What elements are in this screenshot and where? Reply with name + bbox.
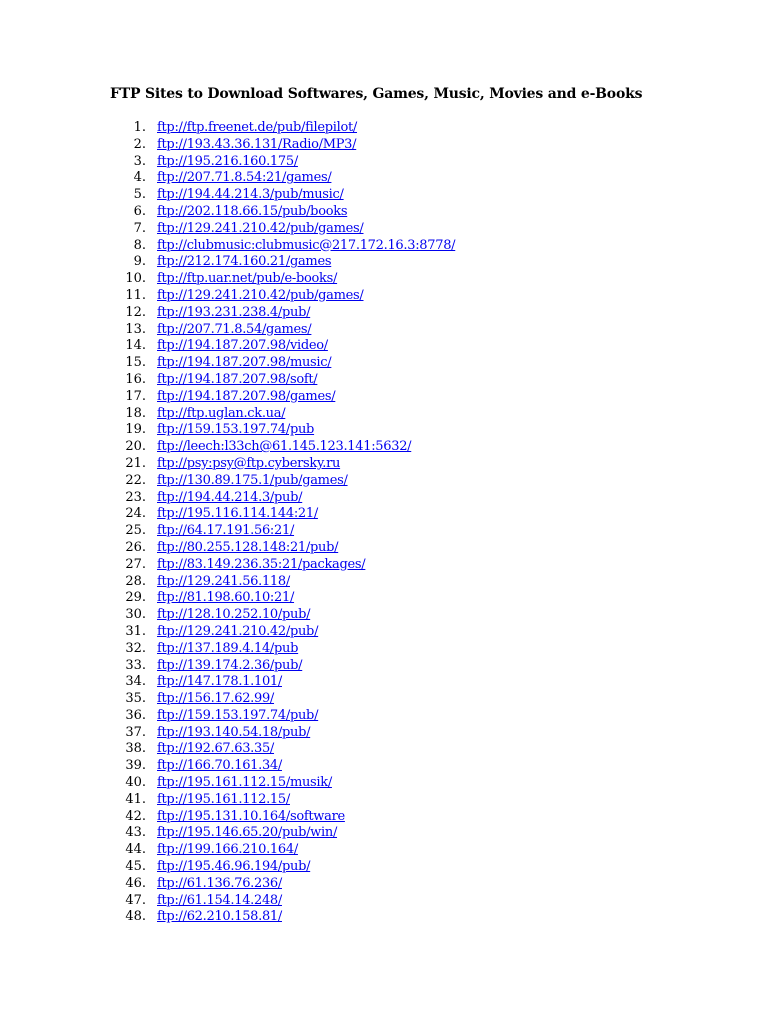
- ftp-link[interactable]: ftp://61.154.14.248/: [157, 892, 282, 908]
- list-item-number: 18.: [125, 405, 146, 421]
- list-item-number: 36.: [125, 707, 146, 723]
- list-item-number: 45.: [125, 859, 146, 875]
- list-item-number: 30.: [125, 607, 146, 623]
- list-item-number: 40.: [125, 775, 146, 791]
- list-item-number: 42.: [125, 808, 146, 824]
- ftp-link[interactable]: ftp://clubmusic:clubmusic@217.172.16.3:8778/: [157, 237, 456, 253]
- list-item-number: 11.: [125, 287, 146, 303]
- ftp-link[interactable]: ftp://207.71.8.54:21/games/: [157, 170, 332, 186]
- list-item-number: 8.: [133, 237, 146, 253]
- list-item-number: 19.: [125, 422, 146, 438]
- ftp-link[interactable]: ftp://202.118.66.15/pub/books: [157, 203, 348, 219]
- ftp-link[interactable]: ftp://psy:psy@ftp.cybersky.ru: [157, 455, 341, 471]
- ftp-link[interactable]: ftp://194.44.214.3/pub/music/: [157, 187, 344, 203]
- list-item-number: 37.: [125, 724, 146, 740]
- ftp-link[interactable]: ftp://195.116.114.144:21/: [157, 506, 318, 522]
- list-item-number: 25.: [125, 523, 146, 539]
- ftp-link[interactable]: ftp://129.241.210.42/pub/games/: [157, 287, 364, 303]
- list-item-number: 43.: [125, 825, 146, 841]
- ftp-link[interactable]: ftp://193.140.54.18/pub/: [157, 724, 311, 740]
- ftp-link[interactable]: ftp://193.231.238.4/pub/: [157, 304, 311, 320]
- ftp-link[interactable]: ftp://207.71.8.54/games/: [157, 321, 312, 337]
- list-item-number: 7.: [133, 220, 146, 236]
- ftp-link[interactable]: ftp://212.174.160.21/games: [157, 254, 332, 270]
- ftp-link[interactable]: ftp://194.187.207.98/music/: [157, 355, 332, 371]
- ftp-link[interactable]: ftp://192.67.63.35/: [157, 741, 275, 757]
- list-item-number: 35.: [125, 691, 146, 707]
- list-item-number: 1.: [133, 120, 146, 135]
- list-item-number: 10.: [125, 271, 146, 287]
- list-item-number: 3.: [133, 153, 146, 169]
- list-item-number: 44.: [125, 842, 146, 858]
- ftp-link[interactable]: ftp://80.255.128.148:21/pub/: [157, 539, 339, 555]
- list-item-number: 48.: [125, 909, 146, 925]
- ftp-link[interactable]: ftp://195.216.160.175/: [157, 153, 298, 169]
- ftp-link[interactable]: ftp://195.131.10.164/software: [157, 808, 345, 824]
- ftp-link[interactable]: ftp://128.10.252.10/pub/: [157, 607, 311, 623]
- ftp-link[interactable]: ftp://194.187.207.98/games/: [157, 388, 336, 404]
- ftp-link[interactable]: ftp://195.161.112.15/musik/: [157, 775, 332, 791]
- list-item-number: 12.: [125, 304, 146, 320]
- ftp-link[interactable]: ftp://leech:l33ch@61.145.123.141:5632/: [157, 439, 412, 455]
- list-item-number: 16.: [125, 371, 146, 387]
- ftp-link[interactable]: ftp://129.241.210.42/pub/games/: [157, 220, 364, 236]
- list-item-number: 33.: [125, 657, 146, 673]
- ftp-link[interactable]: ftp://159.153.197.74/pub: [157, 422, 315, 438]
- ftp-link[interactable]: ftp://129.241.56.118/: [157, 573, 290, 589]
- list-item-number: 41.: [125, 791, 146, 807]
- list-item-number: 28.: [125, 573, 146, 589]
- ftp-link[interactable]: ftp://195.46.96.194/pub/: [157, 859, 311, 875]
- ftp-link[interactable]: ftp://61.136.76.236/: [157, 875, 282, 891]
- ftp-link[interactable]: ftp://199.166.210.164/: [157, 842, 298, 858]
- list-item-number: 17.: [125, 388, 146, 404]
- list-item-number: 38.: [125, 741, 146, 757]
- ftp-link[interactable]: ftp://81.198.60.10:21/: [157, 590, 295, 606]
- list-item-number: 23.: [125, 489, 146, 505]
- list-item-number: 32.: [125, 640, 146, 656]
- list-item-number: 6.: [133, 203, 146, 219]
- ftp-link[interactable]: ftp://147.178.1.101/: [157, 674, 282, 690]
- ftp-link[interactable]: ftp://129.241.210.42/pub/: [157, 623, 319, 639]
- list-item-number: 26.: [125, 539, 146, 555]
- ftp-link[interactable]: ftp://139.174.2.36/pub/: [157, 657, 303, 673]
- ftp-link[interactable]: ftp://ftp.freenet.de/pub/filepilot/: [157, 120, 358, 135]
- ftp-link[interactable]: ftp://193.43.36.131/Radio/MP3/: [157, 136, 357, 152]
- ftp-link[interactable]: ftp://137.189.4.14/pub: [157, 640, 299, 656]
- ftp-link[interactable]: ftp://195.146.65.20/pub/win/: [157, 825, 338, 841]
- list-item-number: 15.: [125, 355, 146, 371]
- list-item-number: 22.: [125, 472, 146, 488]
- document-title: FTP Sites to Download Softwares, Games, Music, Movies and e-Books: [110, 86, 643, 102]
- ftp-link[interactable]: ftp://130.89.175.1/pub/games/: [157, 472, 348, 488]
- ftp-link[interactable]: ftp://159.153.197.74/pub/: [157, 707, 319, 723]
- list-item-number: 4.: [133, 170, 146, 186]
- list-item-number: 20.: [125, 439, 146, 455]
- list-item-number: 47.: [125, 892, 146, 908]
- ftp-link[interactable]: ftp://156.17.62.99/: [157, 691, 275, 707]
- ftp-link[interactable]: ftp://194.187.207.98/video/: [157, 338, 328, 354]
- list-item-number: 14.: [125, 338, 146, 354]
- ftp-link[interactable]: ftp://194.187.207.98/soft/: [157, 371, 318, 387]
- list-item-number: 24.: [125, 506, 146, 522]
- ftp-link[interactable]: ftp://83.149.236.35:21/packages/: [157, 556, 366, 572]
- list-item-number: 9.: [133, 254, 146, 270]
- list-item-number: 46.: [125, 875, 146, 891]
- ftp-link[interactable]: ftp://64.17.191.56:21/: [157, 523, 295, 539]
- list-item-number: 13.: [125, 321, 146, 337]
- list-item-number: 31.: [125, 623, 146, 639]
- list-item-number: 29.: [125, 590, 146, 606]
- ftp-link[interactable]: ftp://194.44.214.3/pub/: [157, 489, 303, 505]
- ftp-link[interactable]: ftp://62.210.158.81/: [157, 909, 282, 925]
- ftp-link[interactable]: ftp://ftp.uar.net/pub/e-books/: [157, 271, 338, 287]
- ftp-link[interactable]: ftp://195.161.112.15/: [157, 791, 290, 807]
- list-item-number: 5.: [133, 187, 146, 203]
- ftp-link[interactable]: ftp://166.70.161.34/: [157, 758, 282, 774]
- list-item-number: 27.: [125, 556, 146, 572]
- list-item-number: 34.: [125, 674, 146, 690]
- list-item-number: 21.: [125, 455, 146, 471]
- list-item-number: 39.: [125, 758, 146, 774]
- list-item-number: 2.: [133, 136, 146, 152]
- ftp-link[interactable]: ftp://ftp.uglan.ck.ua/: [157, 405, 286, 421]
